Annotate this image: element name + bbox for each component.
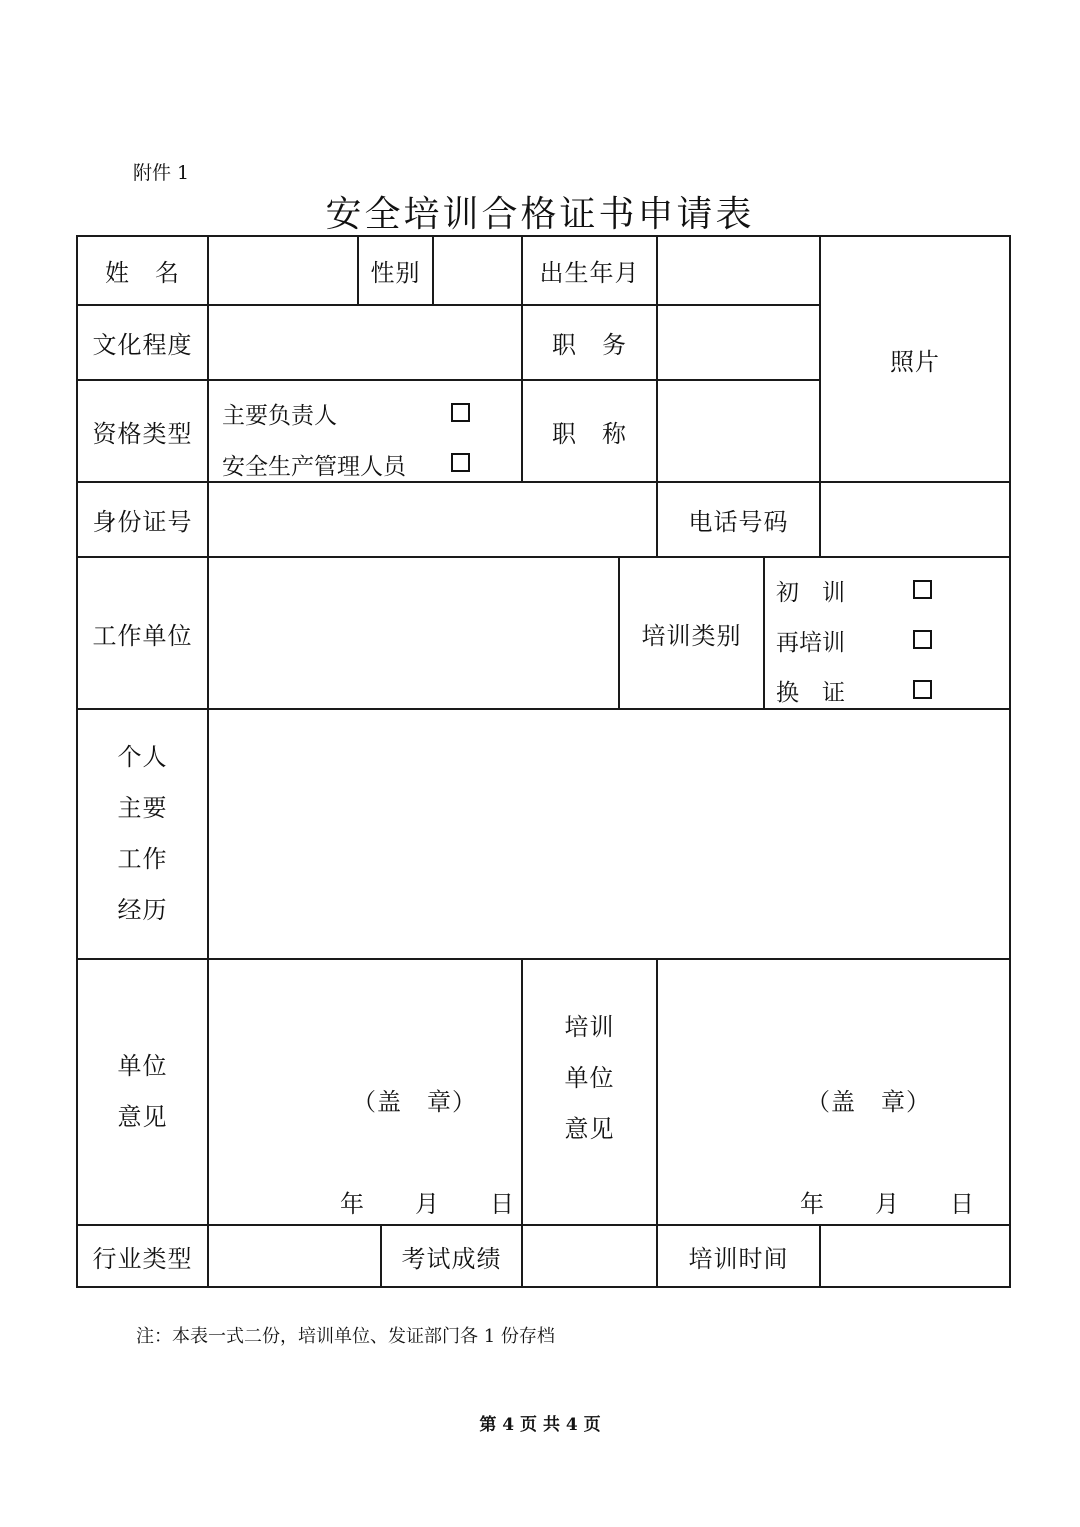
col-divider — [763, 556, 765, 710]
id-number-label: 身份证号 — [92, 508, 193, 536]
checkbox-retraining[interactable] — [913, 630, 932, 649]
education-label: 文化程度 — [92, 331, 193, 359]
training-time-field[interactable] — [821, 1226, 1009, 1286]
work-experience-label-line: 工作 — [117, 845, 168, 873]
work-experience-field[interactable] — [209, 710, 1009, 958]
phone-label: 电话号码 — [688, 508, 789, 536]
education-field[interactable] — [209, 306, 521, 379]
form-note: 注：本表一式二份，培训单位、发证部门各 1 份存档 — [136, 1326, 555, 1347]
title-rank-label: 职 称 — [552, 419, 627, 448]
form-title: 安全培训合格证书申请表 — [325, 194, 755, 235]
industry-type-label: 行业类型 — [92, 1244, 193, 1273]
duty-field[interactable] — [658, 306, 819, 379]
industry-type-field[interactable] — [209, 1226, 380, 1286]
exam-score-field[interactable] — [523, 1226, 656, 1286]
training-option: 初 训 — [776, 580, 845, 606]
page-number: 第 4 页 共 4 页 — [479, 1415, 601, 1435]
title-rank-field[interactable] — [658, 381, 819, 481]
name-field[interactable] — [209, 237, 357, 304]
training-unit-date: 年 月 日 — [800, 1190, 975, 1218]
photo-label: 照片 — [890, 347, 940, 376]
work-experience-label-line: 个人 — [117, 743, 168, 771]
unit-opinion-label-line: 意见 — [117, 1103, 168, 1131]
phone-field[interactable] — [821, 483, 1009, 556]
work-experience-label-line: 主要 — [117, 794, 168, 822]
training-option: 再培训 — [776, 630, 845, 656]
birth-field[interactable] — [658, 237, 819, 304]
checkbox-renewal[interactable] — [913, 680, 932, 699]
checkbox-main-responsible[interactable] — [451, 403, 470, 422]
checkbox-initial-training[interactable] — [913, 580, 932, 599]
table-border-right — [1009, 235, 1011, 1288]
table-border-bottom — [76, 1286, 1011, 1288]
id-number-field[interactable] — [209, 483, 656, 556]
name-label: 姓 名 — [105, 259, 180, 287]
work-experience-label — [78, 710, 207, 958]
unit-date: 年 月 日 — [340, 1190, 515, 1218]
checkbox-safety-manager[interactable] — [451, 453, 470, 472]
attachment-label: 附件 1 — [133, 162, 190, 184]
gender-field[interactable] — [434, 237, 521, 304]
training-time-label: 培训时间 — [688, 1244, 789, 1273]
training-unit-stamp: （盖 章） — [806, 1088, 931, 1116]
training-option: 换 证 — [776, 680, 845, 706]
training-unit-opinion-label-line: 意见 — [564, 1114, 615, 1143]
unit-opinion-label — [78, 960, 207, 1224]
training-unit-opinion-label-line: 培训 — [564, 1012, 615, 1041]
gender-label: 性别 — [370, 259, 421, 287]
work-unit-field[interactable] — [209, 558, 618, 708]
training-unit-opinion-label-line: 单位 — [564, 1063, 615, 1092]
duty-label: 职 务 — [552, 331, 627, 359]
qualification-type-label: 资格类型 — [92, 419, 193, 448]
training-type-label: 培训类别 — [641, 621, 742, 650]
work-unit-label: 工作单位 — [92, 621, 193, 650]
unit-stamp: （盖 章） — [352, 1088, 477, 1116]
training-unit-opinion-label — [523, 960, 656, 1224]
birth-label: 出生年月 — [539, 259, 640, 287]
qualification-option: 主要负责人 — [222, 403, 337, 429]
exam-score-label: 考试成绩 — [401, 1244, 502, 1273]
unit-opinion-label-line: 单位 — [117, 1052, 168, 1080]
qualification-option: 安全生产管理人员 — [222, 454, 406, 480]
work-experience-label-line: 经历 — [117, 896, 168, 924]
